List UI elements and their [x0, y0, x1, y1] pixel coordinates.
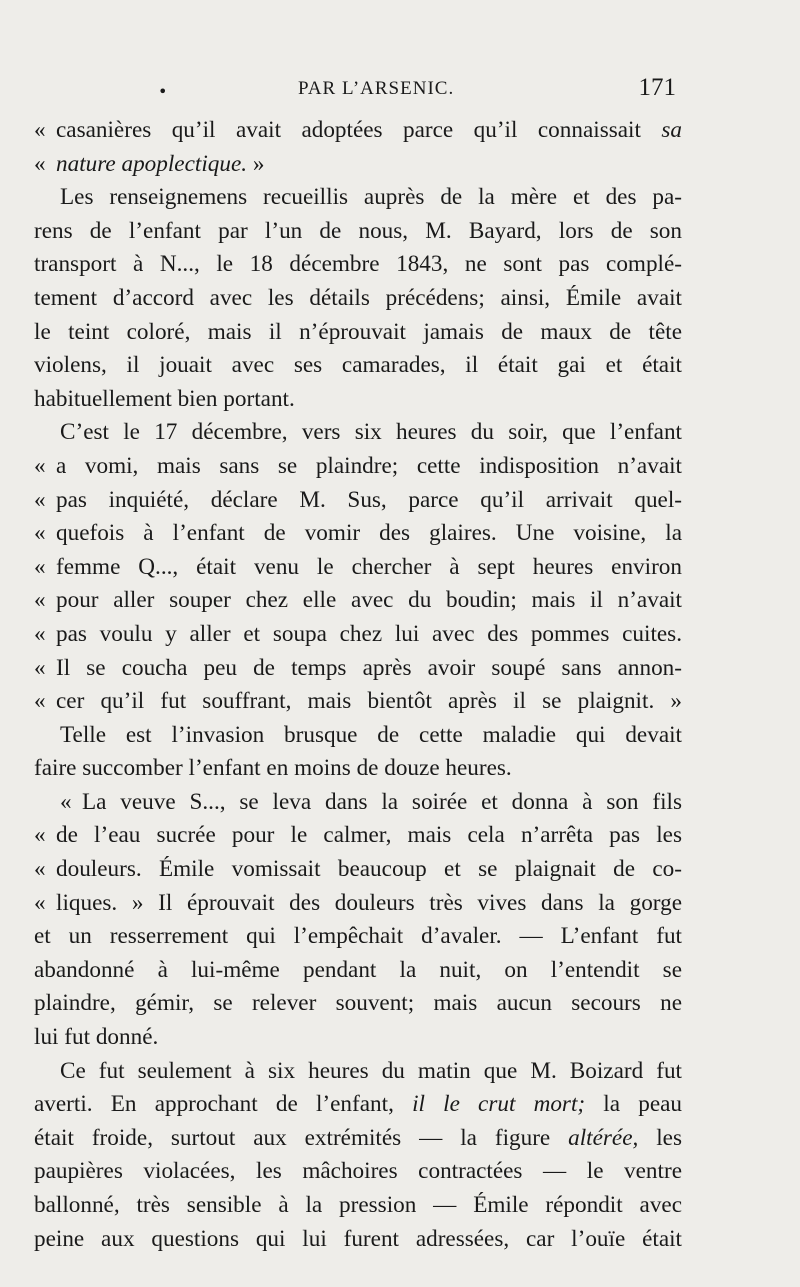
line-text: peine aux questions qui lui furent adressées, car l’ouïe était [34, 1225, 682, 1252]
page-number: 171 [638, 74, 676, 101]
italic-text: nature apoplectique. [56, 150, 248, 177]
text-line [34, 987, 682, 1021]
line-text: casanières qu’il avait adoptées parce qu’il connaissait [56, 117, 662, 143]
line-text: ballonné, très sensible à la pression — Émile répondit avec [34, 1192, 682, 1218]
line-text: plaindre, gémir, se relever souvent; mais aucun secours ne [34, 990, 682, 1017]
line-text: habituellement bien portant. [34, 385, 295, 412]
text-line [34, 685, 682, 719]
header-bullet: • [158, 82, 168, 101]
line-text: pour aller souper chez elle avec du boudin; mais il n’avait [56, 587, 682, 614]
text-line [34, 1189, 682, 1223]
text-line [34, 618, 682, 652]
line-text-tail: la peau [585, 1091, 682, 1118]
line-text: C’est le 17 décembre, vers six heures du soir, que l’enfant [60, 419, 682, 446]
italic-text: sa [661, 117, 682, 143]
quote-mark: « [34, 620, 46, 647]
line-text: abandonné à lui-même pendant la nuit, on l’entendit se [34, 956, 682, 983]
quote-mark: « [34, 452, 46, 479]
text-line [34, 752, 682, 786]
text-line [34, 1122, 682, 1156]
text-line [34, 920, 682, 954]
italic-text: il le crut mort; [412, 1091, 586, 1118]
line-text: pas inquiété, déclare M. Sus, parce qu’il arrivait quel- [56, 486, 682, 513]
line-text: était froide, surtout aux extrémités — la figure [34, 1124, 569, 1151]
quote-mark: « [34, 654, 46, 681]
line-text: de l’eau sucrée pour le calmer, mais cela n’arrêta pas les [56, 822, 682, 849]
line-text: Ce fut seulement à six heures du matin que M. Boizard fut [60, 1057, 682, 1084]
text-line [34, 1155, 682, 1189]
line-text: pas voulu y aller et soupa chez lui avec des pommes cuites. [56, 620, 682, 647]
line-text: quefois à l’enfant de vomir des glaires. Une voisine, la [56, 520, 682, 547]
text-line [34, 551, 682, 585]
text-line [34, 517, 682, 551]
text-line [34, 248, 682, 282]
quote-mark: « [34, 889, 46, 916]
running-title: PAR L’ARSENIC. [298, 78, 455, 99]
line-text: transport à N..., le 18 décembre 1843, ne sont pas complé- [34, 251, 682, 278]
line-text: lui fut donné. [34, 1024, 159, 1051]
line-text-tail: les [638, 1124, 682, 1151]
line-text: rens de l’enfant par l’un de nous, M. Bayard, lors de son [34, 217, 682, 244]
text-line [34, 1021, 682, 1055]
quote-mark: « [60, 788, 72, 815]
line-text: La veuve S..., se leva dans la soirée et donna à son fils [82, 788, 682, 815]
line-text: douleurs. Émile vomissait beaucoup et se plaignait de co- [56, 856, 682, 883]
line-text: Les renseignemens recueillis auprès de la mère et des pa- [60, 184, 682, 211]
text-line [34, 316, 682, 350]
quote-mark: « [34, 117, 46, 143]
text-line [34, 215, 682, 249]
page-header [30, 74, 674, 110]
line-text: Il se coucha peu de temps après avoir soupé sans annon- [56, 654, 682, 681]
line-text: paupières violacées, les mâchoires contractées — le ventre [34, 1158, 682, 1185]
text-line [34, 114, 682, 148]
quote-mark: « [34, 822, 46, 849]
text-line [34, 282, 682, 316]
text-line [34, 786, 682, 820]
text-line [34, 1055, 682, 1089]
text-line [34, 853, 682, 887]
text-line [34, 383, 682, 417]
line-text: Telle est l’invasion brusque de cette maladie qui devait [60, 721, 682, 748]
text-line [34, 719, 682, 753]
line-text-tail: » [247, 150, 265, 177]
line-text: faire succomber l’enfant en moins de douze heures. [34, 755, 512, 782]
line-text: a vomi, mais sans se plaindre; cette indisposition n’avait [56, 452, 682, 479]
italic-text: altérée, [568, 1124, 639, 1151]
line-text: violens, il jouait avec ses camarades, il était gai et était [34, 352, 682, 379]
text-line [34, 181, 682, 215]
text-line [34, 819, 682, 853]
quote-mark: « [34, 553, 46, 580]
quote-mark: « [34, 520, 46, 547]
quote-mark: « [34, 688, 46, 715]
quote-mark: « [34, 150, 46, 177]
quote-mark: « [34, 856, 46, 883]
line-text: averti. En approchant de l’enfant, [34, 1091, 413, 1118]
line-text: tement d’accord avec les détails précédens; ainsi, Émile avait [34, 284, 682, 311]
text-line [34, 416, 682, 450]
text-line [34, 450, 682, 484]
text-line [34, 1088, 682, 1122]
line-text: femme Q..., était venu le chercher à sept heures environ [56, 553, 682, 580]
text-line [34, 887, 682, 921]
text-line [34, 148, 682, 182]
line-text: liques. » Il éprouvait des douleurs très vives dans la gorge [56, 889, 682, 916]
quote-mark: « [34, 587, 46, 614]
text-line [34, 954, 682, 988]
quote-mark: « [34, 486, 46, 513]
text-line [34, 1223, 682, 1257]
text-line [34, 484, 682, 518]
line-text: le teint coloré, mais il n’éprouvait jamais de maux de tête [34, 318, 682, 345]
page-body-text [34, 114, 682, 1256]
text-line [34, 584, 682, 618]
text-line [34, 349, 682, 383]
line-text: cer qu’il fut souffrant, mais bientôt après il se plaignit. » [56, 688, 682, 715]
line-text: et un resserrement qui l’empêchait d’avaler. — L’enfant fut [34, 923, 682, 950]
text-line [34, 652, 682, 686]
